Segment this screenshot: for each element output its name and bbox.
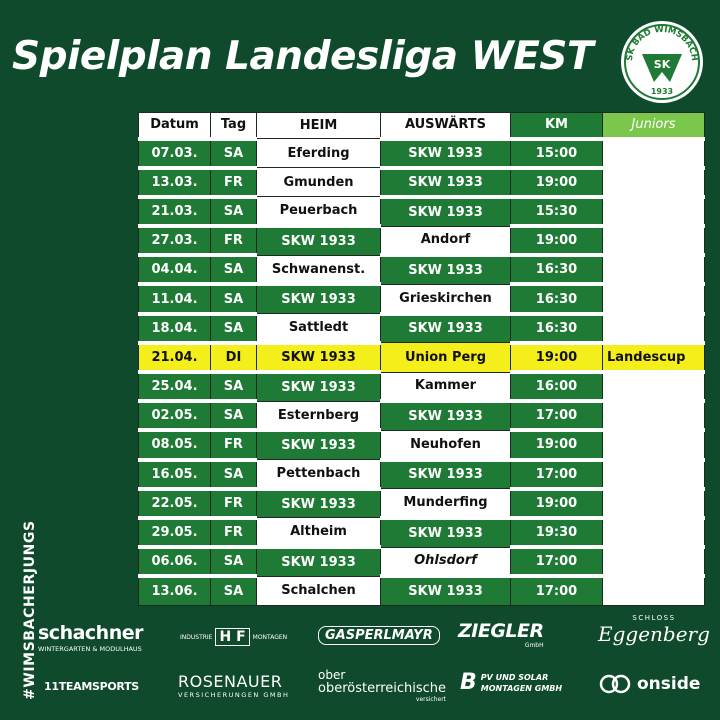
cell-auswaerts: SKW 1933: [381, 576, 511, 605]
onside-logo-icon: [598, 674, 632, 694]
cell-datum: 21.03.: [139, 197, 211, 226]
sponsor-eggenberg: [598, 614, 710, 646]
header-auswaerts: AUSWÄRTS: [381, 113, 511, 139]
cell-heim: SKW 1933: [257, 489, 381, 518]
cell-heim: Schwanenst.: [257, 255, 381, 284]
sponsor-ooe-name: oberösterreichische: [318, 681, 447, 696]
sponsor-onside-name: onside: [637, 674, 701, 694]
cell-km: 19:30: [511, 518, 603, 547]
sponsor-gasperlmayr: GASPERLMAYR: [318, 626, 440, 645]
sponsor-hf-right: MONTAGEN: [252, 633, 288, 641]
cell-datum: 13.03.: [139, 168, 211, 197]
table-row: [139, 284, 705, 313]
sponsor-onside: [598, 674, 700, 694]
cell-heim: SKW 1933: [257, 284, 381, 313]
cell-datum: 21.04.: [139, 343, 211, 372]
cell-datum: 04.04.: [139, 255, 211, 284]
sponsor-ooe-top: ober: [318, 668, 346, 682]
sponsor-ziegler: [458, 620, 544, 649]
table-row: [139, 255, 705, 284]
cell-tag: FR: [211, 518, 257, 547]
sponsor-bar: [30, 612, 710, 712]
cell-datum: 18.04.: [139, 314, 211, 343]
header-tag: Tag: [211, 113, 257, 139]
cell-auswaerts: Neuhofen: [381, 430, 511, 459]
club-crest-icon: [620, 20, 704, 104]
cell-heim: SKW 1933: [257, 372, 381, 401]
cell-tag: FR: [211, 226, 257, 255]
cell-heim: Peuerbach: [257, 197, 381, 226]
cell-km: 17:00: [511, 576, 603, 605]
schedule-table: [138, 112, 705, 606]
cell-tag: SA: [211, 460, 257, 489]
cell-km: 17:00: [511, 460, 603, 489]
sponsor-rosenauer: [178, 672, 289, 699]
header-heim: HEIM: [257, 113, 381, 139]
table-row: [139, 401, 705, 430]
cell-juniors: [603, 372, 705, 401]
cell-juniors: [603, 284, 705, 313]
sponsor-hf-left: INDUSTRIE: [180, 633, 213, 641]
cell-datum: 29.05.: [139, 518, 211, 547]
sponsor-schachner: [38, 622, 143, 653]
cell-heim: SKW 1933: [257, 547, 381, 576]
cell-heim: SKW 1933: [257, 430, 381, 459]
cell-auswaerts: Union Perg: [381, 343, 511, 372]
cell-km: 16:30: [511, 284, 603, 313]
cell-juniors: [603, 197, 705, 226]
cell-datum: 07.03.: [139, 139, 211, 168]
cell-tag: SA: [211, 255, 257, 284]
cell-juniors: [603, 518, 705, 547]
cell-datum: 16.05.: [139, 460, 211, 489]
cell-juniors: [603, 489, 705, 518]
crest-top-text: SK BAD WIMSBACH: [624, 24, 700, 62]
table-row: [139, 489, 705, 518]
table-row: [139, 518, 705, 547]
sponsor-11teamsports: 11TEAMSPORTS: [44, 680, 139, 693]
crest-mid-text: SK: [653, 58, 671, 71]
sponsor-pv: [460, 670, 562, 695]
cell-tag: FR: [211, 489, 257, 518]
cell-km: 15:30: [511, 197, 603, 226]
cell-datum: 25.04.: [139, 372, 211, 401]
cell-km: 19:00: [511, 226, 603, 255]
cell-juniors: [603, 139, 705, 168]
cell-tag: SA: [211, 139, 257, 168]
cell-km: 19:00: [511, 168, 603, 197]
sponsor-ooe-sub: versichert: [415, 696, 447, 703]
sponsor-schachner-sub: WINTERGARTEN & MODULHAUS: [38, 645, 142, 653]
table-row: [139, 314, 705, 343]
cell-auswaerts: Grieskirchen: [381, 284, 511, 313]
crest-year-text: 1933: [650, 87, 674, 96]
cell-heim: Sattledt: [257, 314, 381, 343]
cell-datum: 11.04.: [139, 284, 211, 313]
cell-km: 17:00: [511, 401, 603, 430]
cell-auswaerts: SKW 1933: [381, 460, 511, 489]
cell-auswaerts: Ohlsdorf: [381, 547, 511, 576]
table-row: [139, 139, 705, 168]
header-km: KM: [511, 113, 603, 139]
sponsor-pv-logo-icon: B: [460, 670, 477, 695]
cell-tag: DI: [211, 343, 257, 372]
cell-tag: SA: [211, 372, 257, 401]
header-datum: Datum: [139, 113, 211, 139]
table-row: [139, 460, 705, 489]
cell-datum: 06.06.: [139, 547, 211, 576]
sponsor-hf-mid: H F: [215, 628, 249, 646]
cell-tag: FR: [211, 430, 257, 459]
cell-tag: SA: [211, 314, 257, 343]
cell-km: 19:00: [511, 489, 603, 518]
cell-auswaerts: SKW 1933: [381, 518, 511, 547]
page-title: Spielplan Landesliga WEST: [12, 34, 594, 79]
cell-auswaerts: SKW 1933: [381, 314, 511, 343]
cell-auswaerts: SKW 1933: [381, 139, 511, 168]
table-row: [139, 576, 705, 605]
sponsor-rosenauer-name: ROSENAUER: [178, 672, 283, 691]
cell-tag: SA: [211, 401, 257, 430]
cell-auswaerts: Andorf: [381, 226, 511, 255]
table-row: [139, 372, 705, 401]
cell-heim: Schalchen: [257, 576, 381, 605]
table-row: [139, 430, 705, 459]
cell-juniors: [603, 547, 705, 576]
sponsor-eggenberg-name: Eggenberg: [598, 622, 710, 646]
cell-tag: FR: [211, 168, 257, 197]
cell-datum: 08.05.: [139, 430, 211, 459]
cell-juniors: [603, 314, 705, 343]
cell-juniors: [603, 401, 705, 430]
sponsor-pv-line2: MONTAGEN GMBH: [480, 683, 563, 693]
table-row: [139, 168, 705, 197]
sponsor-hf: [180, 628, 287, 646]
sponsor-pv-line1: PV UND SOLAR: [480, 672, 549, 682]
cell-auswaerts: SKW 1933: [381, 197, 511, 226]
cell-datum: 22.05.: [139, 489, 211, 518]
cell-km: 19:00: [511, 343, 603, 372]
cell-heim: Gmunden: [257, 168, 381, 197]
cell-auswaerts: Munderfing: [381, 489, 511, 518]
sponsor-eggenberg-top: SCHLOSS: [632, 614, 676, 622]
table-row: [139, 226, 705, 255]
table-row: [139, 343, 705, 372]
cell-datum: 13.06.: [139, 576, 211, 605]
cell-juniors: Landescup: [603, 343, 705, 372]
cell-datum: 02.05.: [139, 401, 211, 430]
cell-km: 19:00: [511, 430, 603, 459]
cell-km: 16:30: [511, 314, 603, 343]
cell-km: 16:30: [511, 255, 603, 284]
sponsor-ziegler-name: ZIEGLER: [458, 620, 544, 642]
sponsor-ooe: [318, 668, 446, 703]
cell-heim: SKW 1933: [257, 343, 381, 372]
header-juniors: Juniors: [603, 113, 705, 139]
sponsor-rosenauer-sub: VERSICHERUNGEN GMBH: [178, 691, 290, 699]
cell-auswaerts: SKW 1933: [381, 401, 511, 430]
cell-juniors: [603, 460, 705, 489]
cell-heim: SKW 1933: [257, 226, 381, 255]
cell-tag: SA: [211, 576, 257, 605]
cell-juniors: [603, 430, 705, 459]
cell-juniors: [603, 255, 705, 284]
cell-juniors: [603, 576, 705, 605]
cell-auswaerts: SKW 1933: [381, 168, 511, 197]
cell-auswaerts: SKW 1933: [381, 255, 511, 284]
cell-juniors: [603, 226, 705, 255]
sponsor-ziegler-sub: GmbH: [524, 642, 544, 649]
table-row: [139, 547, 705, 576]
cell-km: 17:00: [511, 547, 603, 576]
cell-heim: Eferding: [257, 139, 381, 168]
cell-auswaerts: Kammer: [381, 372, 511, 401]
sponsor-schachner-name: schachner: [38, 622, 143, 644]
cell-km: 16:00: [511, 372, 603, 401]
cell-tag: SA: [211, 284, 257, 313]
cell-tag: SA: [211, 547, 257, 576]
cell-heim: Altheim: [257, 518, 381, 547]
table-header-row: [139, 113, 705, 139]
cell-heim: Pettenbach: [257, 460, 381, 489]
cell-datum: 27.03.: [139, 226, 211, 255]
cell-juniors: [603, 168, 705, 197]
cell-tag: SA: [211, 197, 257, 226]
cell-heim: Esternberg: [257, 401, 381, 430]
cell-km: 15:00: [511, 139, 603, 168]
hashtag-text: #WIMSBACHERJUNGS: [22, 520, 38, 700]
table-row: [139, 197, 705, 226]
